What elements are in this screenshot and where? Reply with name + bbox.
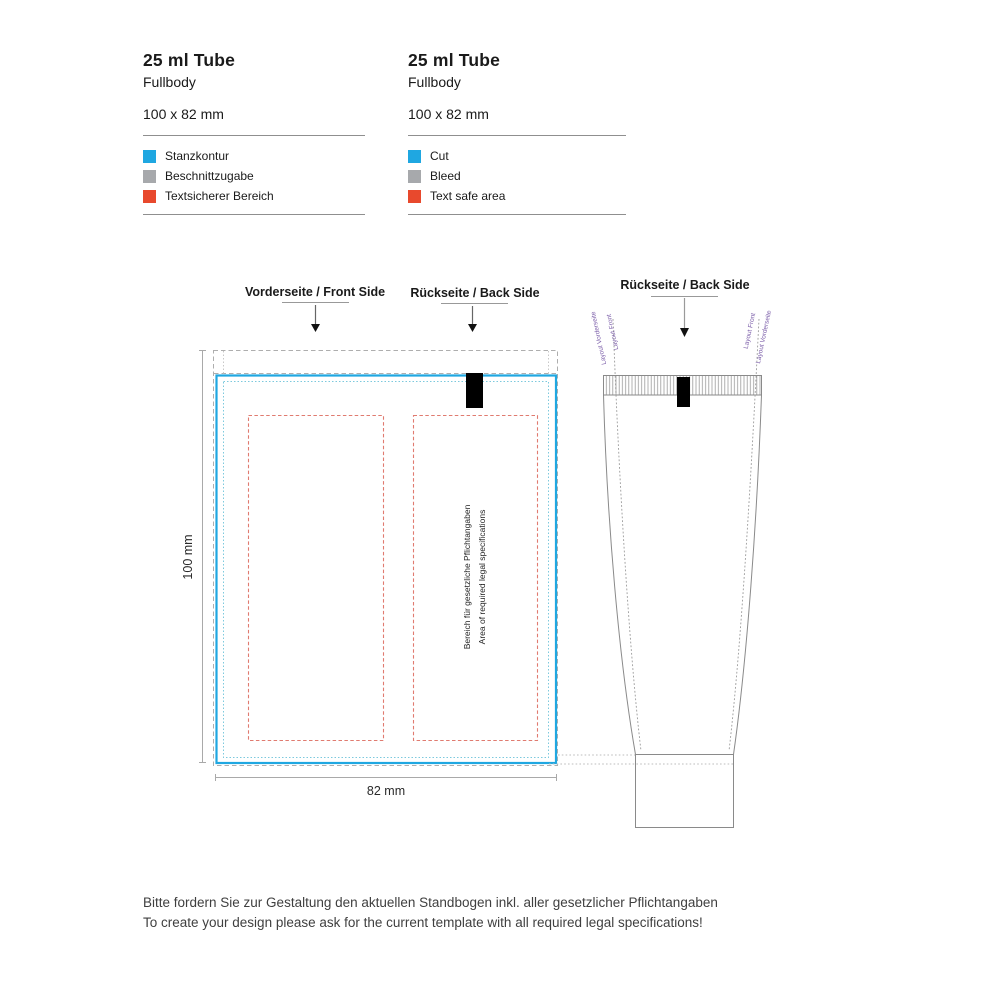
text-safe-area-front — [249, 416, 384, 741]
tube-body-right-edge — [734, 395, 762, 755]
width-dimension-line — [215, 774, 557, 781]
tube-back-side-label: Rückseite / Back Side — [620, 278, 750, 292]
legend-item-textsafe: Textsicherer Bereich — [143, 186, 373, 206]
width-dimension-label: 82 mm — [366, 784, 406, 798]
tube-body-left-edge — [604, 395, 636, 755]
registration-mark-flat — [466, 373, 483, 408]
front-side-arrow — [311, 305, 320, 332]
layout-label-left-outer: Layout Vorderseite — [589, 310, 609, 366]
product-variant: Fullbody — [408, 74, 461, 90]
legal-area-note: Bereich für gesetzliche Pflichtangaben Area of required legal specifications — [462, 504, 487, 650]
layout-label-right-inner: Layout Front — [742, 312, 758, 350]
front-side-label: Vorderseite / Front Side — [244, 285, 386, 299]
tube-back-side-arrow — [680, 298, 689, 337]
bleed-outline — [214, 351, 558, 766]
height-dimension-line — [199, 350, 206, 763]
product-title: 25 ml Tube — [408, 50, 501, 70]
registration-mark-tube — [677, 377, 690, 407]
height-dimension-label: 100 mm — [181, 534, 195, 580]
footer-note — [143, 893, 718, 933]
layout-label-right-outer: Layout Vorderseite — [754, 309, 774, 365]
back-side-arrow — [468, 306, 477, 332]
product-variant: Fullbody — [143, 74, 196, 90]
back-side-label: Rückseite / Back Side — [410, 286, 540, 300]
legend-item-cut: Stanzkontur — [143, 146, 373, 166]
inner-guide-outline — [224, 382, 549, 758]
tube-cap — [636, 755, 734, 828]
footer-line-german: Bitte fordern Sie zur Gestaltung den aktuellen Standbogen inkl. aller gesetzlicher Pflichtangaben — [143, 895, 718, 910]
legend-item-cut: Cut — [408, 146, 638, 166]
layout-label-left-inner: Layout Front — [605, 313, 621, 351]
footer-line-english: To create your design please ask for the current template with all required legal specifications! — [143, 915, 703, 930]
legend-item-bleed: Bleed — [408, 166, 638, 186]
product-dimensions: 100 x 82 mm — [408, 106, 489, 122]
legend-item-textsafe: Text safe area — [408, 186, 638, 206]
legend-item-bleed: Beschnittzugabe — [143, 166, 373, 186]
cut-outline — [217, 376, 557, 764]
product-title: 25 ml Tube — [143, 50, 236, 70]
product-dimensions: 100 x 82 mm — [143, 106, 224, 122]
